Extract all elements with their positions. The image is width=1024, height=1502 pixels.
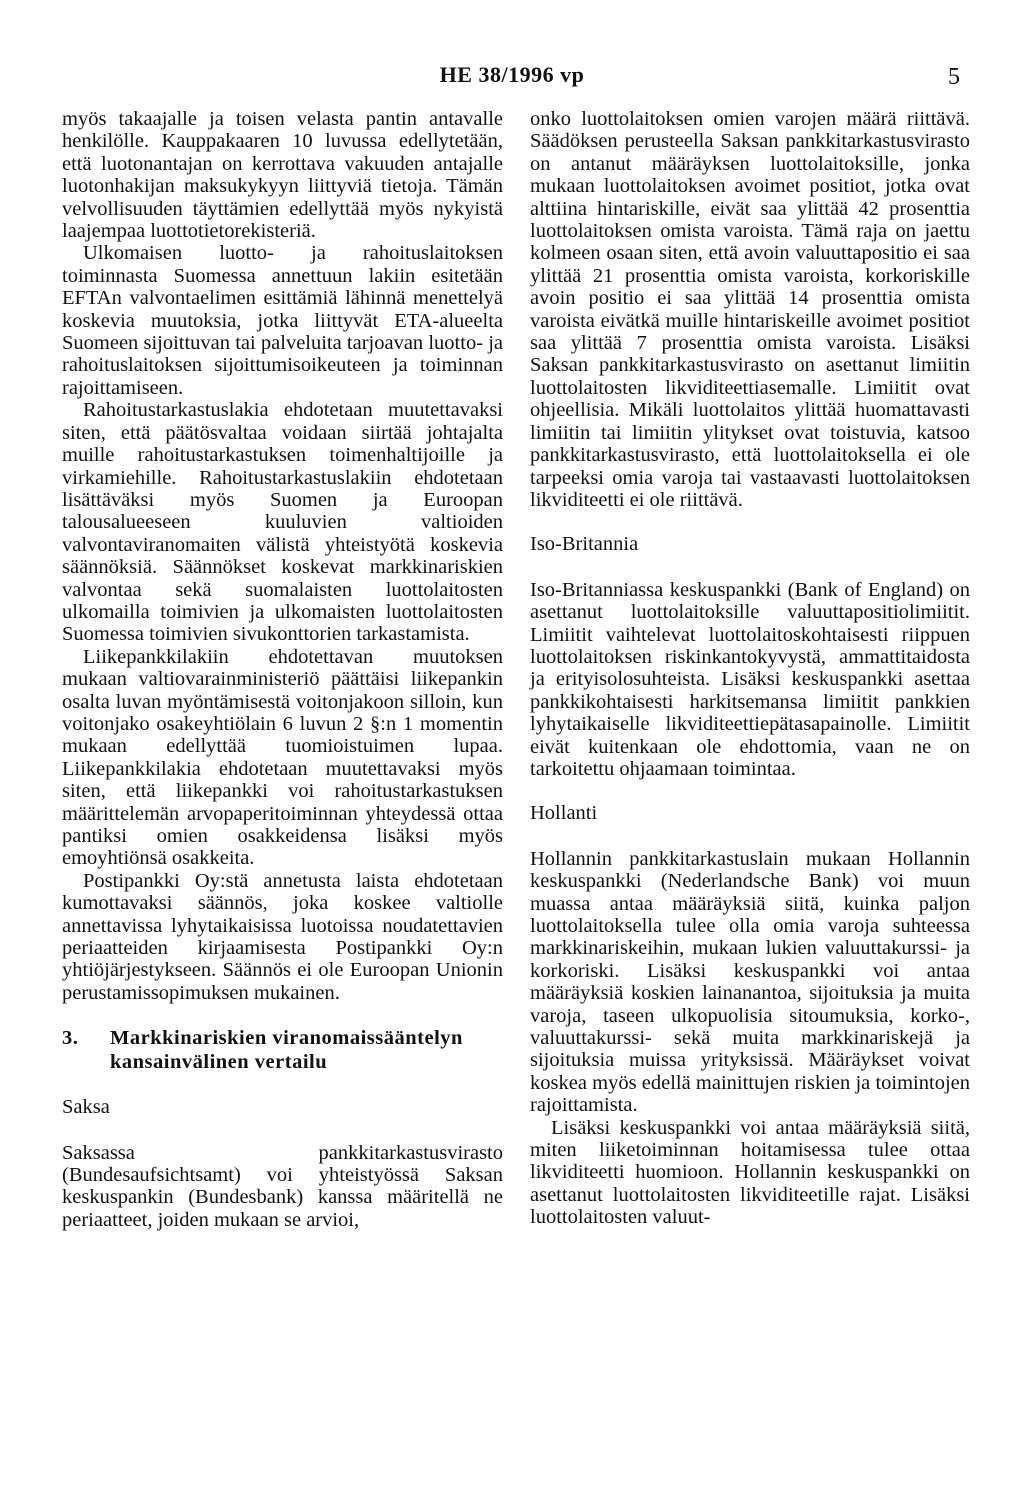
paragraph: Ulkomaisen luotto- ja rahoituslaitoksen toiminnasta Suomessa annettuun lakiin esitetään EFTAn valvontaelimen esittämiä lähinnä menettelyä koskevia muutoksia, jotka liittyvät ETA-alueelta Suomeen sijoittuvan tai palveluita tarjoavan luotto- ja rahoituslaitoksen sijoittumisoikeuteen ja toiminnan rajoittamiseen. — [62, 242, 503, 399]
paragraph: Saksassa pankkitarkastusvirasto (Bundesaufsichtsamt) voi yhteistyössä Saksan keskuspankin (Bundesbank) kanssa määritellä ne periaatteet, joiden mukaan se arvioi, — [62, 1141, 503, 1231]
section-title: Markkinariskien viranomaissääntelyn kansainvälinen vertailu — [110, 1027, 463, 1074]
section-heading — [62, 1026, 503, 1074]
page-number: 5 — [948, 64, 960, 90]
paragraph: Liikepankkilakiin ehdotettavan muutoksen mukaan valtiovarainministeriö päättäisi liikepankin osalta luvan myöntämisestä voitonjakoon silloin, kun voitonjako osakeyhtiölain 6 luvun 2 §:n 1 momentin mukaan edellyttää tuomioistuimen lupaa. Liikepankkilakia ehdotetaan muutettavaksi myös siten, että liikepankki voi rahoitustarkastuksen määrittelemän arvopaperitoiminnan yhteydessä ottaa pantiksi omien osakkeidensa lisäksi myös emoyhtiönsä osakkeita. — [62, 645, 503, 870]
subheading-hollanti: Hollanti — [530, 802, 598, 825]
page-header-title: HE 38/1996 vp — [439, 62, 585, 87]
paragraph: Postipankki Oy:stä annetusta laista ehdotetaan kumottavaksi säännös, joka koskee valtiolle annettavissa lyhytaikaisissa luotoissa noudatettavien periaatteiden kirjaamisesta Postipankki Oy:n yhtiöjärjestykseen. Säännös ei ole Euroopan Unionin perustamissopimuksen mukainen. — [62, 869, 503, 1004]
paragraph: Lisäksi keskuspankki voi antaa määräyksiä siitä, miten liiketoiminnan hoitamisessa tulee ottaa likviditeetti huomioon. Hollannin keskuspankki on asettanut luottolaitosten likviditeetille rajat. Lisäksi luottolaitosten valuut- — [530, 1116, 970, 1229]
subheading-saksa: Saksa — [62, 1096, 110, 1119]
section-number: 3. — [62, 1027, 79, 1050]
paragraph: onko luottolaitoksen omien varojen määrä riittävä. Säädöksen perusteella Saksan pankkitarkastusvirasto on antanut määräyksen luottolaitoksille, jonka mukaan luottolaitoksen avoimet positiot, jotka ovat alttiina hintariskille, eivät saa ylittää 42 prosenttia luottolaitoksen omista varoista. Tämä raja on jaettu kolmeen osaan siten, että avoin valuuttapositio ei saa ylittää 21 prosenttia omista varoista, korkoriskille avoin positio ei saa ylittää 14 prosenttia omista varoista eivätkä muille hintariskeille avoimet positiot saa ylittää 7 prosenttia omista varoista. Lisäksi Saksan pankkitarkastusvirasto on asettanut limiitin luottolaitosten likviditeettiasemalle. Limiitit ovat ohjeellisia. Mikäli luottolaitos ylittää huomattavasti limiitin tai limiitin ylitykset ovat toistuvia, katsoo pankkitarkastusvirasto, että luottolaitoksella ei ole tarpeeksi omia varoja tai vastaavasti luottolaitoksen likviditeetti ei ole riittävä. — [530, 108, 970, 511]
paragraph: Rahoitustarkastuslakia ehdotetaan muutettavaksi siten, että päätösvaltaa voidaan siirtää johtajalta muille rahoitustarkastuksen toimenhaltijoille ja virkamiehille. Rahoitustarkastuslakiin ehdotetaan lisättäväksi myös Suomen ja Euroopan talousalueeseen kuuluvien valtioiden valvontaviranomaiten välistä yhteistyötä koskevia säännöksiä. Säännökset koskevat markkinariskien valvontaa sekä suomalaisten luottolaitosten ulkomailla toimivien ja ulkomaisten luottolaitosten Suomessa toimivien sivukonttorien tarkastamista. — [62, 399, 503, 646]
right-column — [530, 108, 970, 1229]
subheading-iso-britannia: Iso-Britannia — [530, 533, 639, 556]
paragraph: Iso-Britanniassa keskuspankki (Bank of England) on asettanut luottolaitoksille valuuttapositiolimiitit. Limiitit vaihtelevat luottolaitoskohtaisesti riippuen luottolaitoksen riskinkantokyvystä, ammattitaidosta ja erityisolosuhteista. Lisäksi keskuspankki asettaa pankkikohtaisesti harkitsemansa limiitit pankkien lyhytaikaiselle likviditeettiepätasapainolle. Limiitit eivät kuitenkaan ole ehdottomia, vaan ne on tarkoitettu ohjaamaan toimintaa. — [530, 578, 970, 780]
paragraph: Hollannin pankkitarkastuslain mukaan Hollannin keskuspankki (Nederlandsche Bank) voi muun muassa antaa määräyksiä siitä, kuinka paljon luottolaitoksella tulee olla omia varoja suhteessa markkinariskeihin, mukaan lukien valuuttakurssi- ja korkoriski. Lisäksi keskuspankki voi antaa määräyksiä koskien lainanantoa, sijoituksia ja muita varoja, taseen ulkopuolisia sitoumuksia, korko-, valuuttakurssi- sekä muita markkinariskejä ja sijoituksia muissa yrityksissä. Määräykset voivat koskea myös edellä mainittujen riskien ja toimintojen rajoittamista. — [530, 847, 970, 1117]
paragraph: myös takaajalle ja toisen velasta pantin antavalle henkilölle. Kauppakaaren 10 luvussa edellytetään, että luotonantajan on kerrottava vakuuden antajalle luotonhakijan maksukykyyn liittyviä tietoja. Tämän velvollisuuden täyttämien edellyttää myös nykyistä laajempaa luottotietorekisteriä. — [62, 108, 503, 243]
left-column — [62, 108, 503, 1231]
